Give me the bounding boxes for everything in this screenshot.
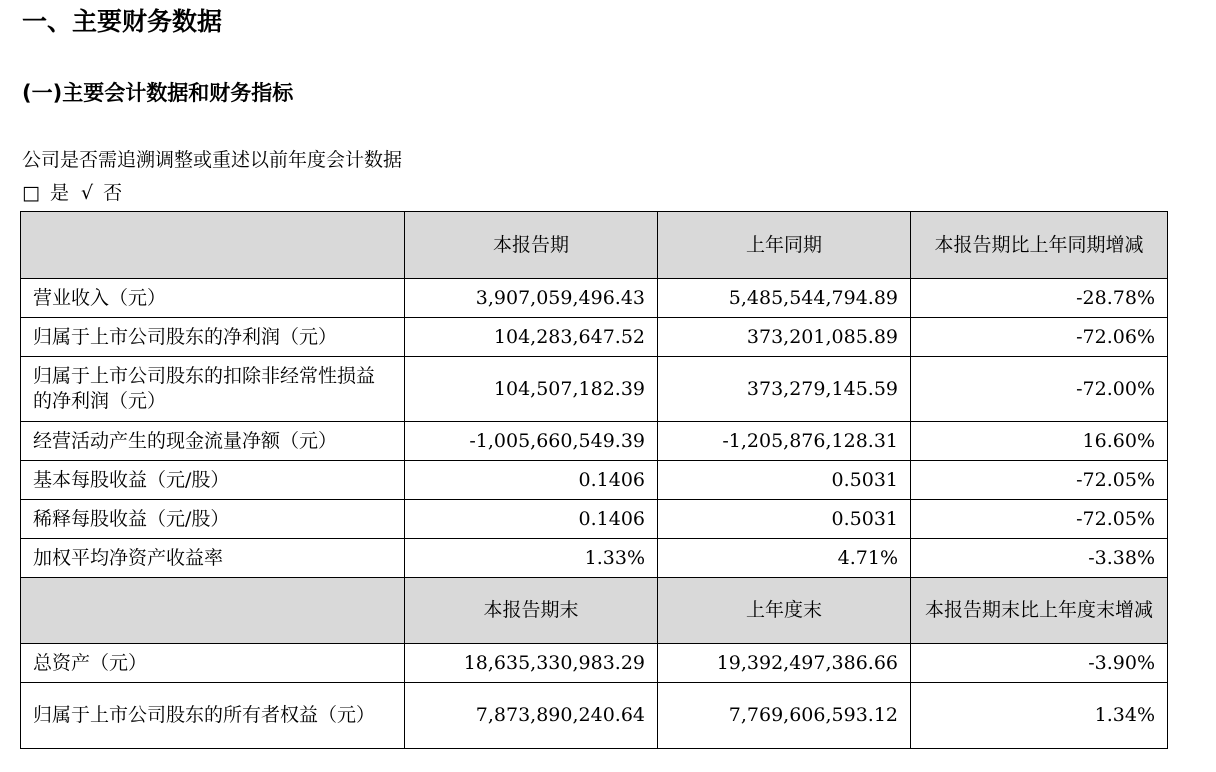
change-value: -72.06% — [911, 318, 1168, 357]
table-row — [21, 500, 1168, 539]
change-value: -3.90% — [911, 644, 1168, 683]
current-value: 0.1406 — [405, 500, 658, 539]
header-cell-period-end: 本报告期末 — [405, 578, 658, 644]
current-value: 104,283,647.52 — [405, 318, 658, 357]
change-value: 1.34% — [911, 683, 1168, 749]
current-value: 7,873,890,240.64 — [405, 683, 658, 749]
prior-value: 5,485,544,794.89 — [658, 279, 911, 318]
table-row — [21, 461, 1168, 500]
row-label: 归属于上市公司股东的扣除非经常性损益的净利润（元） — [21, 357, 405, 422]
header-cell-prior-period: 上年同期 — [658, 212, 911, 279]
change-value: -28.78% — [911, 279, 1168, 318]
row-label: 归属于上市公司股东的所有者权益（元） — [21, 683, 405, 749]
option-no-label: 否 — [103, 182, 123, 204]
row-label: 营业收入（元） — [21, 279, 405, 318]
table-row — [21, 357, 1168, 422]
header-cell-change: 本报告期比上年同期增减 — [911, 212, 1168, 279]
header-cell-prior-year-end: 上年度末 — [658, 578, 911, 644]
prior-value: 373,201,085.89 — [658, 318, 911, 357]
current-value: 0.1406 — [405, 461, 658, 500]
table-header-row — [21, 578, 1168, 644]
row-label: 稀释每股收益（元/股） — [21, 500, 405, 539]
prior-value: -1,205,876,128.31 — [658, 422, 911, 461]
table-row — [21, 539, 1168, 578]
financial-data-table — [20, 211, 1168, 749]
option-yes-label: 是 — [49, 182, 69, 204]
checkmark-icon: √ — [80, 182, 94, 204]
row-label: 基本每股收益（元/股） — [21, 461, 405, 500]
row-label: 总资产（元） — [21, 644, 405, 683]
current-value: 3,907,059,496.43 — [405, 279, 658, 318]
current-value: 104,507,182.39 — [405, 357, 658, 422]
prior-value: 0.5031 — [658, 461, 911, 500]
row-label: 经营活动产生的现金流量净额（元） — [21, 422, 405, 461]
restatement-question: 公司是否需追溯调整或重述以前年度会计数据 — [22, 149, 403, 171]
current-value: 18,635,330,983.29 — [405, 644, 658, 683]
prior-value: 4.71% — [658, 539, 911, 578]
prior-value: 373,279,145.59 — [658, 357, 911, 422]
table-row — [21, 318, 1168, 357]
current-value: 1.33% — [405, 539, 658, 578]
header-cell-item — [21, 212, 405, 279]
change-value: -72.00% — [911, 357, 1168, 422]
row-label: 加权平均净资产收益率 — [21, 539, 405, 578]
row-label: 归属于上市公司股东的净利润（元） — [21, 318, 405, 357]
table-row — [21, 683, 1168, 749]
change-value: -72.05% — [911, 500, 1168, 539]
prior-value: 7,769,606,593.12 — [658, 683, 911, 749]
change-value: -72.05% — [911, 461, 1168, 500]
subsection-title: (一)主要会计数据和财务指标 — [22, 81, 294, 105]
header-cell-item — [21, 578, 405, 644]
restatement-options — [22, 179, 122, 207]
checkbox-yes-icon: □ — [22, 182, 40, 204]
prior-value: 19,392,497,386.66 — [658, 644, 911, 683]
section-title: 一、主要财务数据 — [22, 7, 223, 36]
table-row — [21, 279, 1168, 318]
table-row — [21, 422, 1168, 461]
current-value: -1,005,660,549.39 — [405, 422, 658, 461]
change-value: -3.38% — [911, 539, 1168, 578]
header-cell-change: 本报告期末比上年度末增减 — [911, 578, 1168, 644]
table-row — [21, 644, 1168, 683]
table-header-row — [21, 212, 1168, 279]
header-cell-current-period: 本报告期 — [405, 212, 658, 279]
prior-value: 0.5031 — [658, 500, 911, 539]
change-value: 16.60% — [911, 422, 1168, 461]
